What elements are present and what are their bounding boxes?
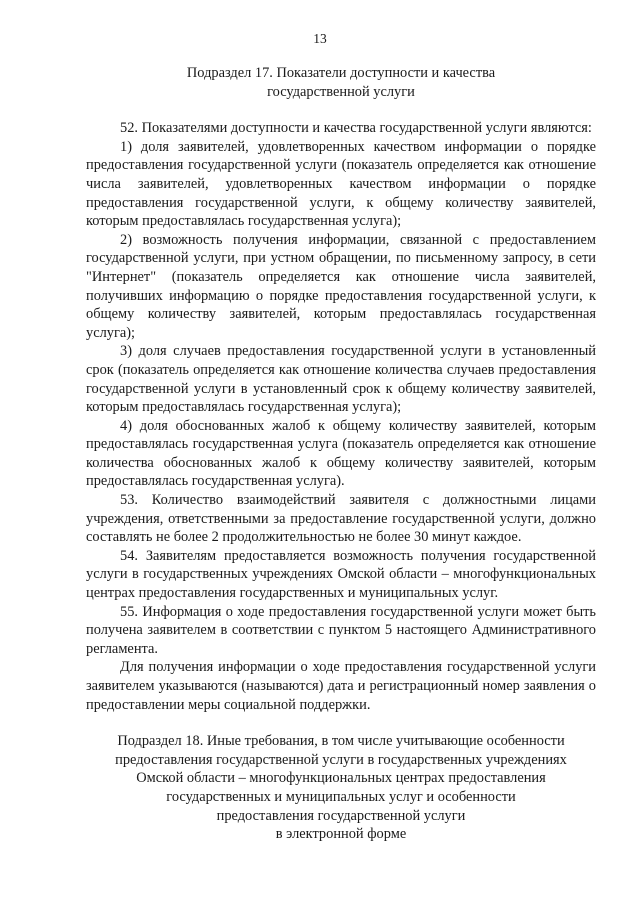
heading-line: Подраздел 17. Показатели доступности и качества (186, 65, 496, 81)
heading-line: в электронной форме (275, 826, 407, 843)
page-content (86, 64, 596, 844)
heading-line: государственных и муниципальных услуг и особенности (166, 788, 516, 805)
paragraph-55-continued: Для получения информации о ходе предоставления государственной услуги заявителем указываются (называются) дата и регистрационный номер заявления о предоставлении меры социальной поддержки. (86, 659, 596, 713)
paragraph-52: 52. Показателями доступности и качества государственной услуги являются: (120, 120, 592, 137)
subsection-18-heading (86, 732, 596, 844)
page-number: 13 (313, 31, 327, 46)
subsection-17-heading (86, 64, 596, 101)
heading-line: Омской области – многофункциональных центрах предоставления (136, 770, 546, 787)
paragraph-55: 55. Информация о ходе предоставления государственной услуги может быть получена заявителем в соответствии с пунктом 5 настоящего Административного регламента. (86, 603, 596, 657)
heading-line: предоставления государственной услуги в государственных учреждениях (115, 751, 567, 768)
heading-line: государственной услуги (267, 83, 415, 100)
heading-line: предоставления государственной услуги (216, 807, 466, 824)
paragraph-52-item-4: 4) доля обоснованных жалоб к общему количеству заявителей, которым предоставлялась государственная услуга (показатель определяется как отношение количества обоснованных жалоб к общему количеству заявителей, которым предоставлялась государственная услуга). (86, 417, 596, 490)
heading-line: Подраздел 18. Иные требования, в том числе учитывающие особенности (117, 733, 565, 750)
paragraph-53: 53. Количество взаимодействий заявителя с должностными лицами учреждения, ответственными за предоставление государственной услуги, должно составлять не более 2 продолжительностью не более 30 минут каждое. (86, 492, 596, 546)
paragraph-52-item-2: 2) возможность получения информации, связанной с предоставлением государственной услуги, при устном обращении, по письменному запросу, в сети "Интернет" (показатель определяется как отношение числа заявителей, получивших информацию о порядке предоставления государственной услуги, к общему количеству заявителей, которым предоставлялась государственная услуга); (86, 231, 596, 341)
paragraph-52-item-3: 3) доля случаев предоставления государственной услуги в установленный срок (показатель определяется как отношение количества случаев предоставления государственной услуги в установленный срок к общему количеству заявителей, которым предоставлялась государственная услуга); (86, 343, 596, 416)
paragraph-52-item-1: 1) доля заявителей, удовлетворенных качеством информации о порядке предоставления государственной услуги (показатель определяется как отношение числа заявителей, удовлетворенных качеством информации о порядке предоставления государственной услуги, к общему количеству заявителей, которым предоставлялась государственная услуга); (86, 138, 596, 230)
paragraph-54: 54. Заявителям предоставляется возможность получения государственной услуги в государственных учреждениях Омской области – многофункциональных центрах предоставления государственных и муниципальных услуг. (86, 547, 596, 602)
